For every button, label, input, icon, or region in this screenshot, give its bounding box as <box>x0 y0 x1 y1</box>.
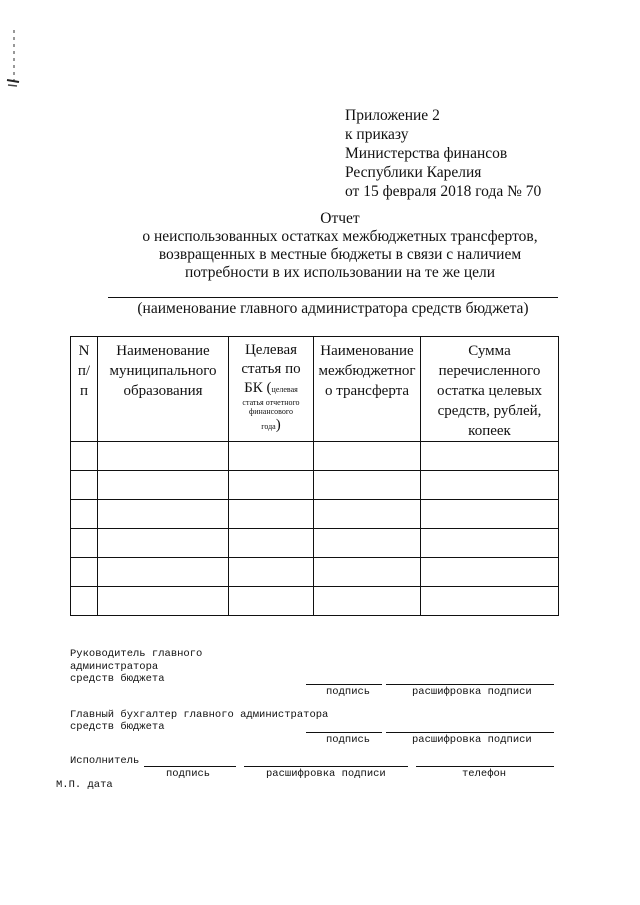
accountant-label-line: Главный бухгалтер главного администратора <box>70 709 329 721</box>
accountant-sign-line <box>306 732 382 733</box>
executor-decode-line <box>244 766 408 767</box>
executor-label: Исполнитель <box>70 755 140 767</box>
table-row <box>71 587 559 616</box>
stamp-date-label: М.П. дата <box>56 779 113 791</box>
executor-sign-line <box>144 766 236 767</box>
admin-name-line <box>108 297 558 298</box>
accountant-decode-caption: расшифровка подписи <box>412 734 532 746</box>
executor-sign-caption: подпись <box>166 768 211 780</box>
table-row <box>71 500 559 529</box>
appendix-header <box>345 106 541 201</box>
head-decode-line <box>386 684 554 685</box>
report-table <box>70 336 559 616</box>
header-amount: Сумма перечисленного остатка целевых средств, рублей, копеек <box>421 337 559 442</box>
report-title: Отчет <box>320 210 360 227</box>
head-label-line: Руководитель главного <box>70 648 203 660</box>
table-row <box>71 558 559 587</box>
appendix-line: Приложение 2 <box>345 107 440 124</box>
table-row <box>71 529 559 558</box>
report-subtitle-line: потребности в их использовании на те же цели <box>184 264 496 281</box>
executor-phone-caption: телефон <box>462 768 507 780</box>
admin-name-caption: (наименование главного администратора средств бюджета) <box>137 300 529 317</box>
table-row <box>71 471 559 500</box>
accountant-decode-line <box>386 732 554 733</box>
appendix-line: от 15 февраля 2018 года № 70 <box>345 183 542 200</box>
head-decode-caption: расшифровка подписи <box>412 686 532 698</box>
executor-decode-caption: расшифровка подписи <box>266 768 386 780</box>
head-sign-caption: подпись <box>326 686 371 698</box>
appendix-line: к приказу <box>345 126 409 143</box>
head-sign-line <box>306 684 382 685</box>
accountant-sign-caption: подпись <box>326 734 371 746</box>
report-subtitle-line: о неиспользованных остатках межбюджетных трансфертов, <box>142 228 538 245</box>
table-row <box>71 442 559 471</box>
table-header-row <box>71 337 559 442</box>
head-label-line: администратора <box>70 661 159 673</box>
binding-mark <box>5 30 25 100</box>
header-transfer-name: Наименование межбюджетног о трансферта <box>314 337 421 442</box>
header-municipality: Наименование муниципального образования <box>98 337 229 442</box>
accountant-label-line: средств бюджета <box>70 721 165 733</box>
header-number: N п/ п <box>71 337 98 442</box>
header-target-article: Целевая статья по БК (целевая статья отчетного финансового года) <box>229 337 314 442</box>
appendix-line: Республики Карелия <box>345 164 482 181</box>
report-title-block <box>120 210 560 282</box>
head-label-line: средств бюджета <box>70 673 165 685</box>
executor-phone-line <box>416 766 554 767</box>
appendix-line: Министерства финансов <box>345 145 508 162</box>
report-subtitle-line: возвращенных в местные бюджеты в связи с наличием <box>158 246 522 263</box>
